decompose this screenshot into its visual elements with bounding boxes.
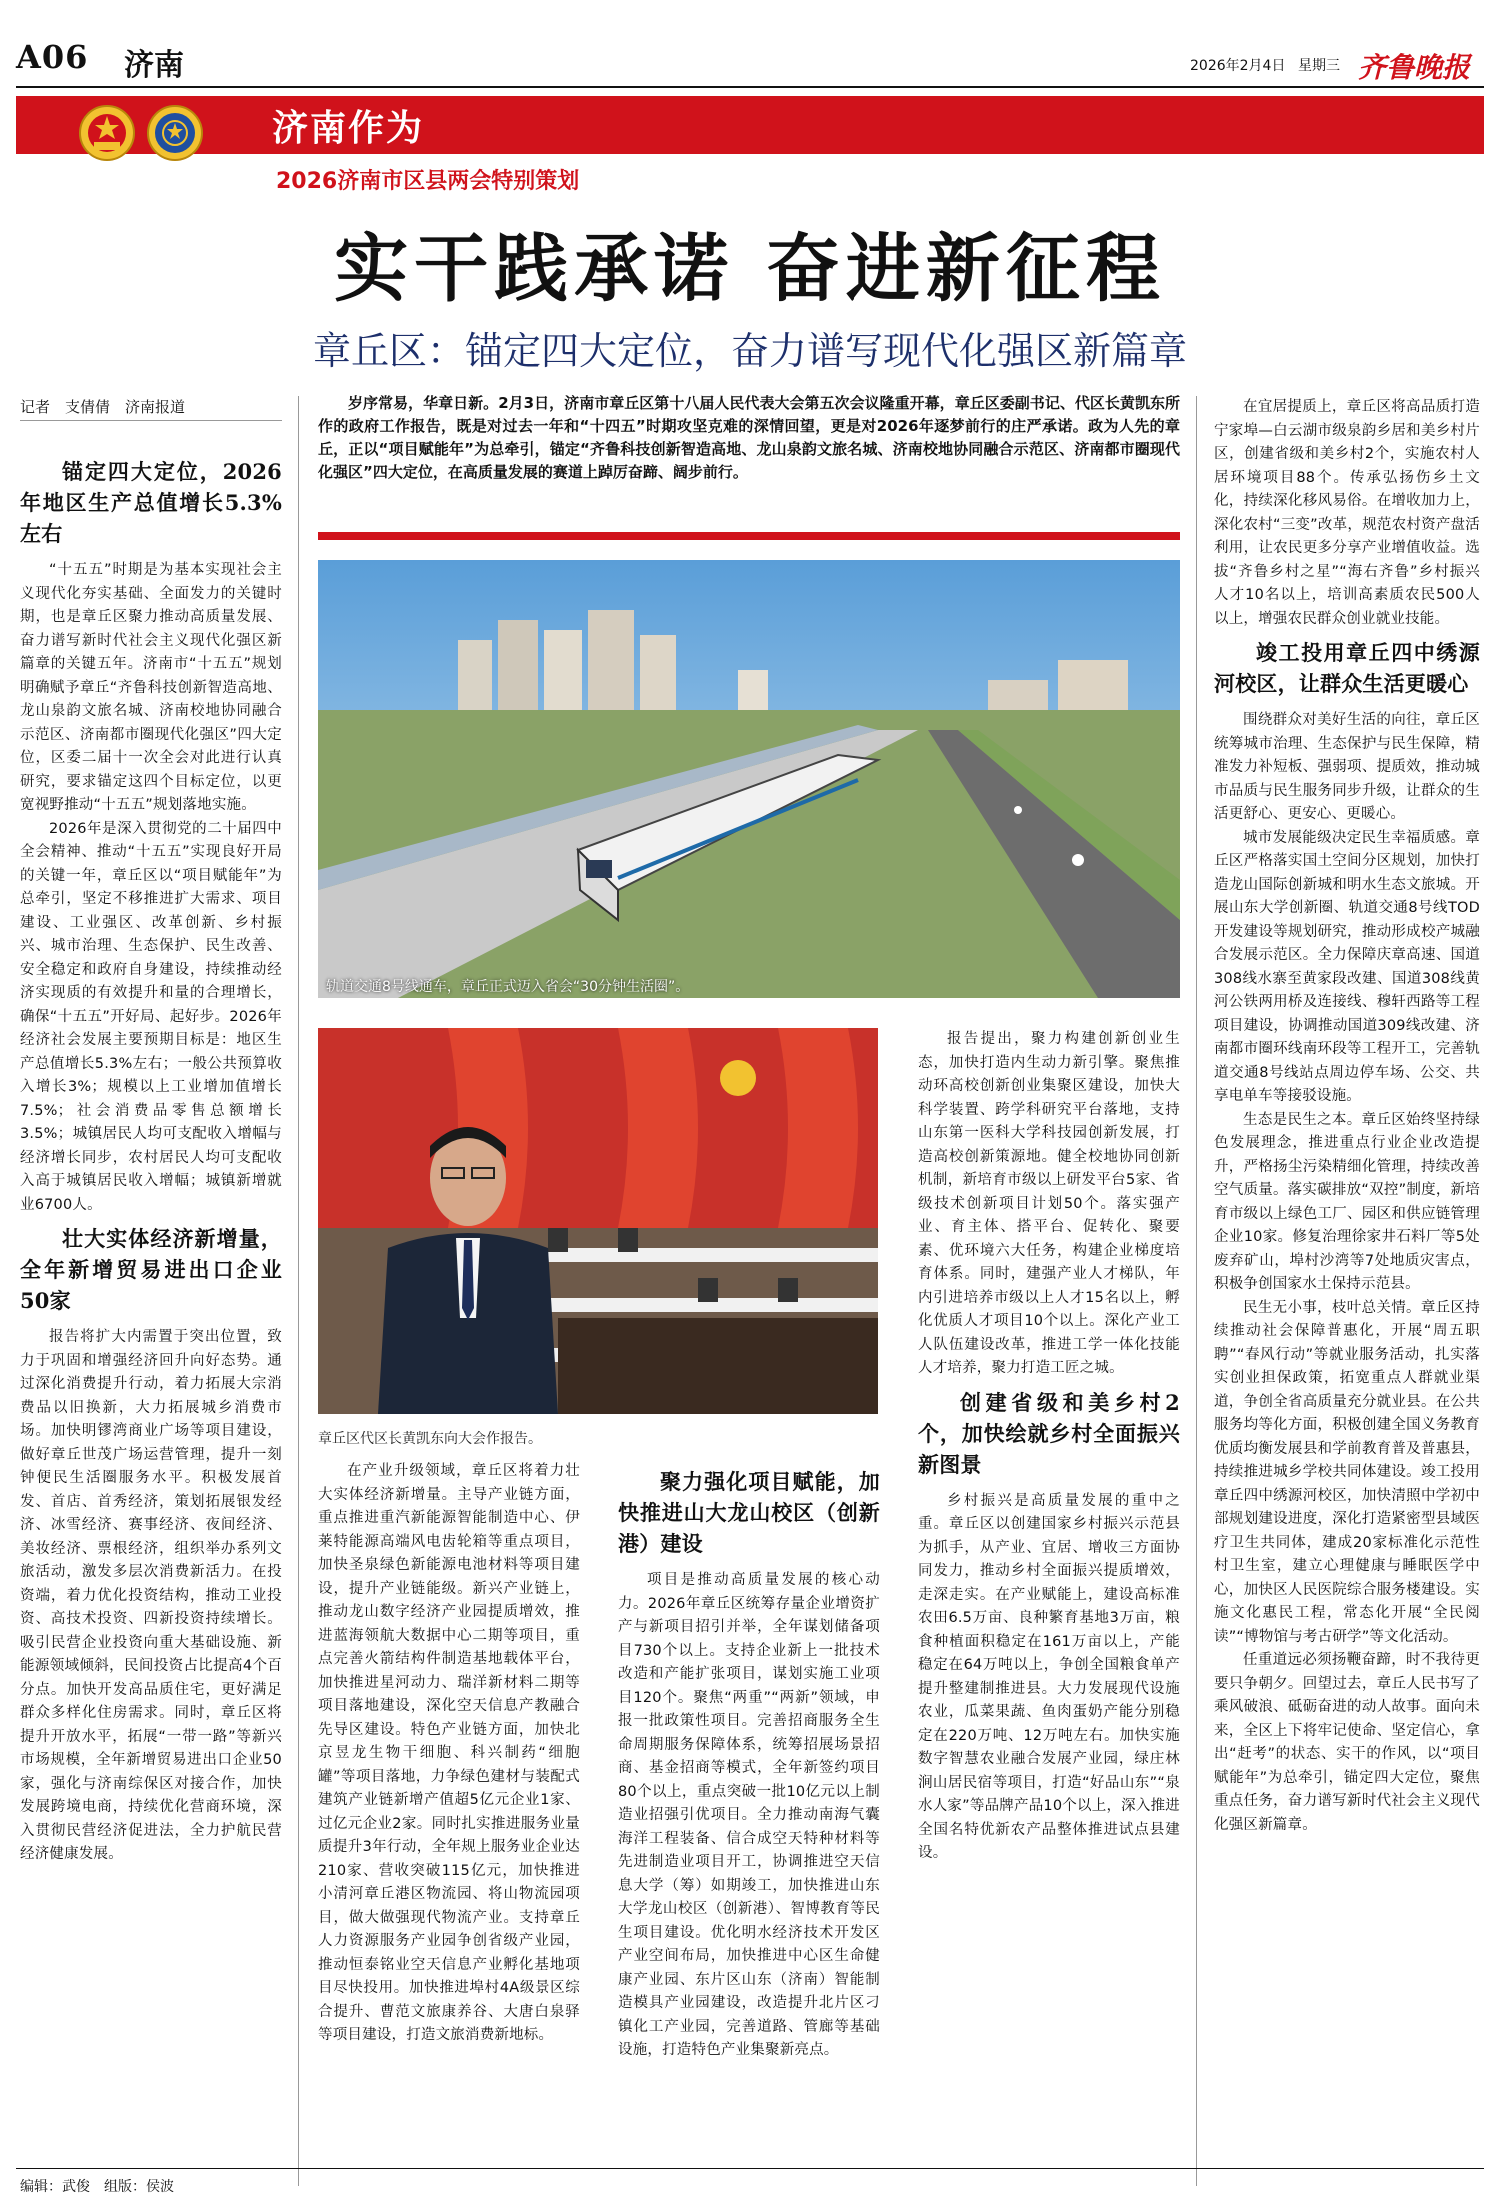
section-name: 济南 [124, 48, 184, 83]
section-heading: 创建省级和美乡村2个，加快绘就乡村全面振兴新图景 [918, 1389, 1180, 1477]
national-emblem-icon [78, 104, 136, 162]
lead-red-rule [318, 532, 1180, 540]
footer-rule [16, 2168, 1484, 2169]
body-paragraph: 项目是推动高质量发展的核心动力。2026年章丘区统筹存量企业增资扩产与新项目招引并举，全年谋划储备项目730个以上。支持企业新上一批技术改造和产能扩张项目，谋划实施工业项目120个。聚焦“两重”“两新”领域，申报一批政策性项目。完善招商服务全生命周期服务保障体系，统筹招展场景招商、基金招商等模式，全年新签约项目80个以上，重点突破一批10亿元以上制造业招强引优项目。全力推动南海气囊海洋工程装备、信合成空天特种材料等先进制造业项目开工，协调推进空天信息大学（筹）如期竣工，加快推进山东大学龙山校区（创新港）、智博教育等民生项目建设。优化明水经济技术开发区产业空间布局，加快推进中心区生命健康产业园、东片区山东（济南）智能制造模具产业园建设，改造提升北片区刁镇化工产业园，完善道路、管廊等基础设施，打造特色产业集聚新亮点。 [618, 1572, 880, 2058]
banner-title: 济南作为 [272, 107, 425, 149]
cppcc-emblem-icon [146, 104, 204, 162]
editor-credit: 编辑：武俊 组版：侯波 [20, 2179, 174, 2195]
masthead-rule [16, 86, 1484, 88]
body-paragraph: 民生无小事，枝叶总关情。章丘区持续推动社会保障普惠化，开展“周五职聘”“春风行动”等就业服务活动，扎实落实创业担保政策，拓宽重点人群就业渠道，争创全省高质量充分就业县。在公共服务均等化方面，积极创建全国义务教育优质均衡发展县和学前教育普及普惠县，持续推进城乡学校共同体建设。竣工投用章丘四中绣源河校区，加快清照中学初中部规划建设进度，深化打造紧密型县域医疗卫生共同体，建成20家标准化示范性村卫生室，建立心理健康与睡眠医学中心，加快区人民医院综合服务楼建设。实施文化惠民工程，常态化开展“全民阅读”“博物馆与考古研学”等文化活动。 [1214, 1299, 1480, 1645]
section-heading: 壮大实体经济新增量，全年新增贸易进出口企业50家 [20, 1226, 282, 1313]
banner-subtitle: 2026济南市区县两会特别策划 [276, 169, 580, 194]
speaker-photo [318, 1028, 878, 1414]
metro-photo-caption: 轨道交通8号线通车，章丘正式迈入省会“30分钟生活圈”。 [326, 979, 690, 995]
body-paragraph: 围绕群众对美好生活的向往，章丘区统筹城市治理、生态保护与民生保障，精准发力补短板、强弱项、提质效，推动城市品质与民生服务同步升级，让群众的生活更舒心、更安心、更暖心。 [1214, 712, 1480, 822]
article-column-5 [1214, 396, 1480, 2190]
column-rule [1196, 396, 1197, 2186]
metro-train-photo [318, 560, 1180, 998]
body-paragraph: 报告将扩大内需置于突出位置，致力于巩固和增强经济回升向好态势。通过深化消费提升行动，着力拓展大宗消费品以旧换新，大力拓展城乡消费市场。加快明镠湾商业广场等项目建设，做好章丘世茂广场运营管理，提升一刻钟便民生活圈服务水平。积极发展首发、首店、首秀经济，策划拓展银发经济、冰雪经济、赛事经济、夜间经济、美妆经济、票根经济，组织举办系列文旅活动，激发多层次消费新活力。在投资端，着力优化投资结构，推动工业投资、高技术投资、四新投资持续增长。吸引民营企业投资向重大基础设施、新能源领域倾斜，民间投资占比提高4个百分点。加快开发高品质住宅，更好满足群众多样化住房需求。同时，章丘区将提升开放水平，拓展“一带一路”等新兴市场规模，全年新增贸易进出口企业50家，强化与济南综保区对接合作，加快发展跨境电商，持续优化营商环境，深入贯彻民营经济促进法，全力护航民营经济健康发展。 [20, 1329, 282, 1862]
main-headline: 实干践承诺 奋进新征程 [334, 226, 1166, 312]
article-column-2 [318, 1460, 580, 2190]
body-paragraph: “十五五”时期是为基本实现社会主义现代化夯实基础、全面发力的关键时期，也是章丘区聚力推动高质量发展、奋力谱写新时代社会主义现代化强区新篇章的关键五年。济南市“十五五”规划明确赋予章丘“齐鲁科技创新智造高地、龙山泉韵文旅名城、济南校地协同融合示范区、济南都市圈现代化强区”四大定位，区委二届十一次全会对此进行认真研究，要求锚定这四个目标定位，以更宽视野推动“十五五”规划落地实施。 [20, 562, 282, 813]
section-heading: 锚定四大定位，2026年地区生产总值增长5.3%左右 [20, 459, 282, 546]
article-column-1 [20, 450, 282, 2190]
body-paragraph: 2026年是深入贯彻党的二十届四中全会精神、推动“十五五”实现良好开局的关键一年，章丘区以“项目赋能年”为总牵引，坚定不移推进扩大需求、项目建设、工业强区、改革创新、乡村振兴、城市治理、生态保护、民生改善、安全稳定和政府自身建设，持续推动经济实现质的有效提升和量的合理增长，确保“十五五”开好局、起好步。2026年经济社会发展主要预期目标是：地区生产总值增长5.3%左右；一般公共预算收入增长3%；规模以上工业增加值增长7.5%；社会消费品零售总额增长3.5%；城镇居民人均可支配收入增幅与经济增长同步，农村居民人均可支配收入高于城镇居民收入增幅；城镇新增就业6700人。 [20, 820, 282, 1213]
body-paragraph: 报告提出，聚力构建创新创业生态，加快打造内生动力新引擎。聚焦推动环高校创新创业集聚区建设，加快大科学装置、跨学科研究平台落地，支持山东第一医科大学科技园创新发展，打造高校创新策源地。健全校地协同创新机制，新培育市级以上研发平台5家、省级技术创新项目计划50个。落实强产业、育主体、搭平台、促转化、聚要素、优环境六大任务，构建企业梯度培育体系。同时，建强产业人才梯队，年内引进培养市级以上人才15名以上，孵化优质人才项目10个以上。深化产业工人队伍建设改革，推进工学一体化技能人才培养，聚力打造工匠之城。 [918, 1031, 1180, 1376]
paper-name-logo: 齐鲁晚报 [1358, 51, 1471, 84]
body-paragraph: 在产业升级领域，章丘区将着力壮大实体经济新增量。主导产业链方面，重点推进重汽新能源智能制造中心、伊莱特能源高端风电齿轮箱等重点项目，加快圣泉绿色新能源电池材料等项目建设，提升产业链能级。新兴产业链上，推动龙山数字经济产业园提质增效，推进蓝海领航大数据中心二期等项目，重点完善火箭结构件制造基地载体平台，加快推进星河动力、瑞洋新材料二期等项目落地建设，深化空天信息产教融合先导区建设。特色产业链方面，加快北京昱龙生物干细胞、科兴制药“细胞罐”等项目落地，力争绿色建材与装配式建筑产业链新增产值超5亿元企业1家、过亿元企业2家。同时扎实推进服务业量质提升3年行动，全年规上服务业企业达210家、营收突破115亿元，加快推进小清河章丘港区物流园、将山物流园项目，做大做强现代物流产业。支持章丘人力资源服务产业园争创省级产业园，推动恒泰铭业空天信息产业孵化基地项目尽快投用。加快推进埠村4A级景区综合提升、曹范文旅康养谷、大唐白泉驿等项目建设，打造文旅消费新地标。 [318, 1463, 580, 2043]
issue-weekday: 星期三 [1298, 58, 1340, 74]
body-paragraph: 生态是民生之本。章丘区始终坚持绿色发展理念，推进重点行业企业改造提升，严格扬尘污染精细化管理，持续改善空气质量。落实碳排放“双控”制度，新培育市级以上绿色工厂、园区和供应链管理企业10家。修复治理徐家井石料厂等5处废弃矿山，埠村沙湾等7处地质灾害点，积极争创国家水土保持示范县。 [1214, 1111, 1480, 1292]
body-paragraph: 在宜居提质上，章丘区将高品质打造宁家埠—白云湖市级泉韵乡居和美乡村片区，创建省级和美乡村2个，实施农村人居环境项目88个。传承弘扬伤乡土文化，持续深化移风易俗。在增收加力上，深化农村“三变”改革，规范农村资产盘活利用，让农民更多分享产业增值收益。选拔“齐鲁乡村之星”“海右齐鲁”乡村振兴人才10名以上，培训高素质农民500人以上，增强农民群众创业就业技能。 [1214, 399, 1480, 627]
body-paragraph: 任重道远必须扬鞭奋蹄，时不我待更要只争朝夕。回望过去，章丘人民书写了乘风破浪、砥砺奋进的动人故事。面向未来，全区上下将牢记使命、坚定信心，拿出“赶考”的状态、实干的作风，以“项目赋能年”为总牵引，锚定四大定位，聚焦重点任务，奋力谱写新时代社会主义现代化强区新篇章。 [1214, 1652, 1480, 1833]
section-heading: 聚力强化项目赋能，加快推进山大龙山校区（创新港）建设 [618, 1469, 880, 1556]
column-rule [298, 396, 299, 2186]
body-paragraph: 城市发展能级决定民生幸福质感。章丘区严格落实国土空间分区规划，加快打造龙山国际创新城和明水生态文旅城。开展山东大学创新圈、轨道交通8号线TOD开发建设等规划研究，推动形成校产城融合发展示范区。全力保障庆章高速、国道308线水寨至黄家段改建、国道308线黄河公铁两用桥及连接线、穆轩西路等工程项目建设，协调推动国道309线改建、济南都市圈环线南环段等工程开工，完善轨道交通8号线站点周边停车场、公交、共享电单车等接驳设施。 [1214, 829, 1480, 1104]
section-heading: 竣工投用章丘四中绣源河校区，让群众生活更暖心 [1214, 640, 1480, 696]
section-banner [16, 96, 1484, 154]
byline: 记者 支倩倩 济南报道 [20, 398, 186, 416]
speaker-photo-caption: 章丘区代区长黄凯东向大会作报告。 [318, 1431, 542, 1447]
body-paragraph: 乡村振兴是高质量发展的重中之重。章丘区以创建国家乡村振兴示范县为抓手，从产业、宜居、增收三方面协同发力，推动乡村全面振兴提质增效，走深走实。在产业赋能上，建设高标准农田6.5万亩、良种繁育基地3万亩，粮食种植面积稳定在161万亩以上，产能稳定在64万吨以上，争创全国粮食单产提升整建制推进县。大力发展现代设施农业，瓜菜果蔬、鱼肉蛋奶产能分别稳定在220万吨、12万吨左右。加快实施数字智慧农业融合发展产业园，绿庄林涧山居民宿等项目，打造“好品山东”“泉水人家”等品牌产品10个以上，深入推进全国名特优新农产品整体推进试点县建设。 [918, 1492, 1180, 1861]
sub-headline: 章丘区：锚定四大定位，奋力谱写现代化强区新篇章 [312, 329, 1187, 373]
byline-rule [20, 420, 282, 421]
page-number: A06 [16, 38, 89, 76]
article-column-3 [618, 1460, 880, 2190]
lead-paragraph: 岁序常易，华章日新。2月3日，济南市章丘区第十八届人民代表大会第五次会议隆重开幕，章丘区委副书记、代区长黄凯东所作的政府工作报告，既是对过去一年和“十四五”时期攻坚克难的深情回望，更是对2026年逐梦前行的庄严承诺。政为人先的章丘，正以“项目赋能年”为总牵引，锚定“齐鲁科技创新智造高地、龙山泉韵文旅名城、济南校地协同融合示范区、济南都市圈现代化强区”四大定位，在高质量发展的赛道上踔厉奋蹄、阔步前行。 [318, 394, 1180, 481]
article-column-4 [918, 1028, 1180, 2190]
issue-date: 2026年2月4日 [1190, 58, 1286, 74]
